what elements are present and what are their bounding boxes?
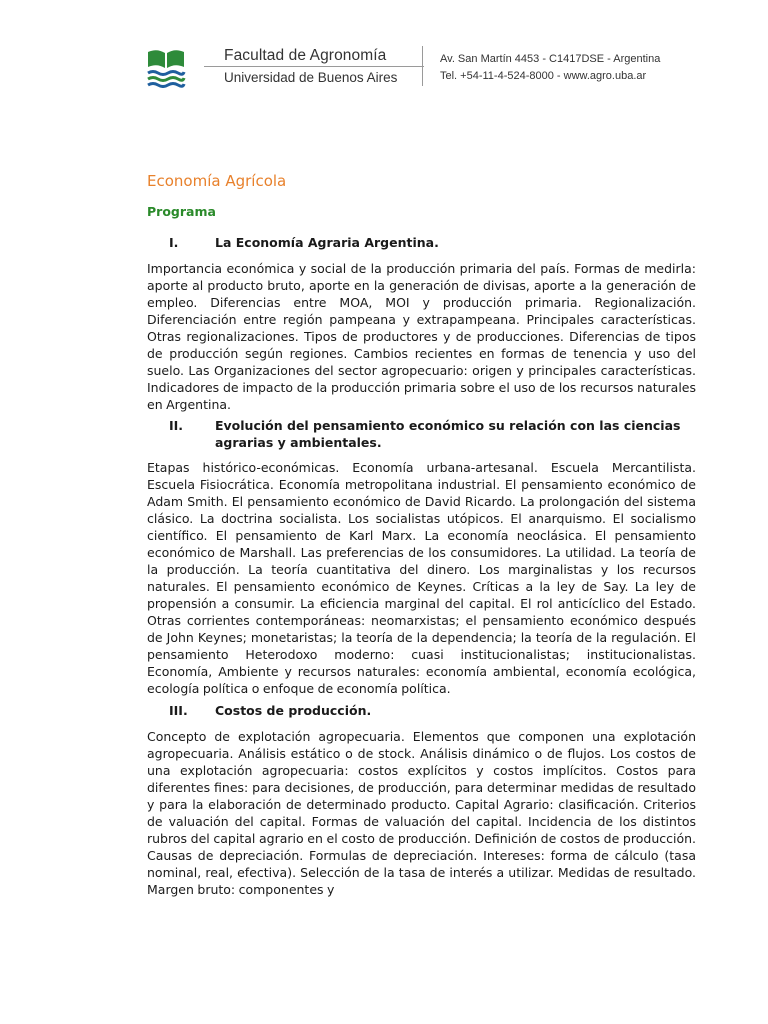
section-body: Etapas histórico-económicas. Economía urbana-artesanal. Escuela Mercantilista. Escuela Fisiocrática. Economía metropolitana industrial. El pensamiento económico de Adam Smith. El pensamiento económico de David Ricardo. La prolongación del sistema clásico. La doctrina socialista. Los socialistas utópicos. El anarquismo. El socialismo científico. El pensamiento de Karl Marx. La economía neoclásica. El pensamiento económico de Marshall. Las preferencias de los consumidores. La utilidad. La teoría de la producción. La teoría cuantitativa del dinero. Los marginalistas y los recursos naturales. El pensamiento económico de Keynes. Críticas a la ley de Say. La ley de propensión a consumir. La eficiencia marginal del capital. El rol anticíclico del Estado. Otras corrientes contemporáneas: neomarxistas; el pensamiento económico después de John Keynes; monetaristas; la teoría de la dependencia; la teoría de la regulación. El pensamiento Heterodoxo moderno: cuasi institucionalistas; institucionalistas. Economía, Ambiente y recursos naturales: economía ambiental, economía ecológica, ecología política o enfoque de economía política. bbox=[147, 460, 696, 696]
section-number: I. bbox=[169, 235, 179, 250]
university-name: Universidad de Buenos Aires bbox=[224, 70, 398, 85]
section-number: II. bbox=[169, 418, 184, 433]
section-heading bbox=[147, 702, 696, 719]
contact-block bbox=[440, 51, 660, 85]
section-body: Importancia económica y social de la producción primaria del país. Formas de medirla: aporte al producto bruto, aporte en la generación de divisas, aporte a la generación de empleo. Diferencias entre MOA, MOI y producción primaria. Regionalización. Diferenciación entre región pampeana y extrapampeana. Principales características. Otras regionalizaciones. Tipos de productores y de producciones. Diferencias de tipos de producción según regiones. Cambios recientes en formas de tenencia y uso del suelo. Las Organizaciones del sector agropecuario: origen y principales características. Indicadores de impacto de la producción primaria sobre el uso de los recursos naturales en Argentina. bbox=[147, 261, 696, 412]
letterhead bbox=[146, 46, 686, 92]
document-subtitle: Programa bbox=[147, 204, 216, 219]
address-text: Av. San Martín 4453 - C1417DSE - Argentina bbox=[440, 53, 661, 65]
faculty-logo-icon bbox=[146, 48, 186, 88]
section-title: Evolución del pensamiento económico su relación con las ciencias agrarias y ambientales. bbox=[215, 418, 681, 450]
faculty-name: Facultad de Agronomía bbox=[224, 47, 387, 64]
institution-block bbox=[224, 46, 397, 87]
section-body: Concepto de explotación agropecuaria. Elementos que componen una explotación agropecuaria. Análisis estático o de stock. Análisis dinámico o de flujos. Los costos de una explotación agropecuaria: costos explícitos y costos implícitos. Costos para diferentes fines: para decisiones, de producción, para determinar medidas de resultado y para la elaboración de determinado producto. Capital Agrario: clasificación. Criterios de valuación del capital. Formas de valuación del capital. Incidencia de los distintos rubros del capital agrario en el costo de producción. Definición de costos de producción. Causas de depreciación. Formulas de depreciación. Intereses: forma de cálculo (tasa nominal, real, efectiva). Selección de la tasa de interés a utilizar. Medidas de resultado. Margen bruto: componentes y bbox=[147, 729, 696, 897]
section-heading bbox=[147, 417, 696, 451]
section-heading bbox=[147, 234, 696, 251]
header-divider bbox=[204, 66, 424, 67]
document-body bbox=[147, 171, 696, 898]
section-title: Costos de producción. bbox=[215, 703, 372, 718]
document-title: Economía Agrícola bbox=[147, 172, 287, 190]
section-title: La Economía Agraria Argentina. bbox=[215, 235, 439, 250]
section-number: III. bbox=[169, 703, 188, 718]
phone-web-text: Tel. +54-11-4-524-8000 - www.agro.uba.ar bbox=[440, 70, 647, 82]
header-vertical-divider bbox=[422, 46, 423, 86]
